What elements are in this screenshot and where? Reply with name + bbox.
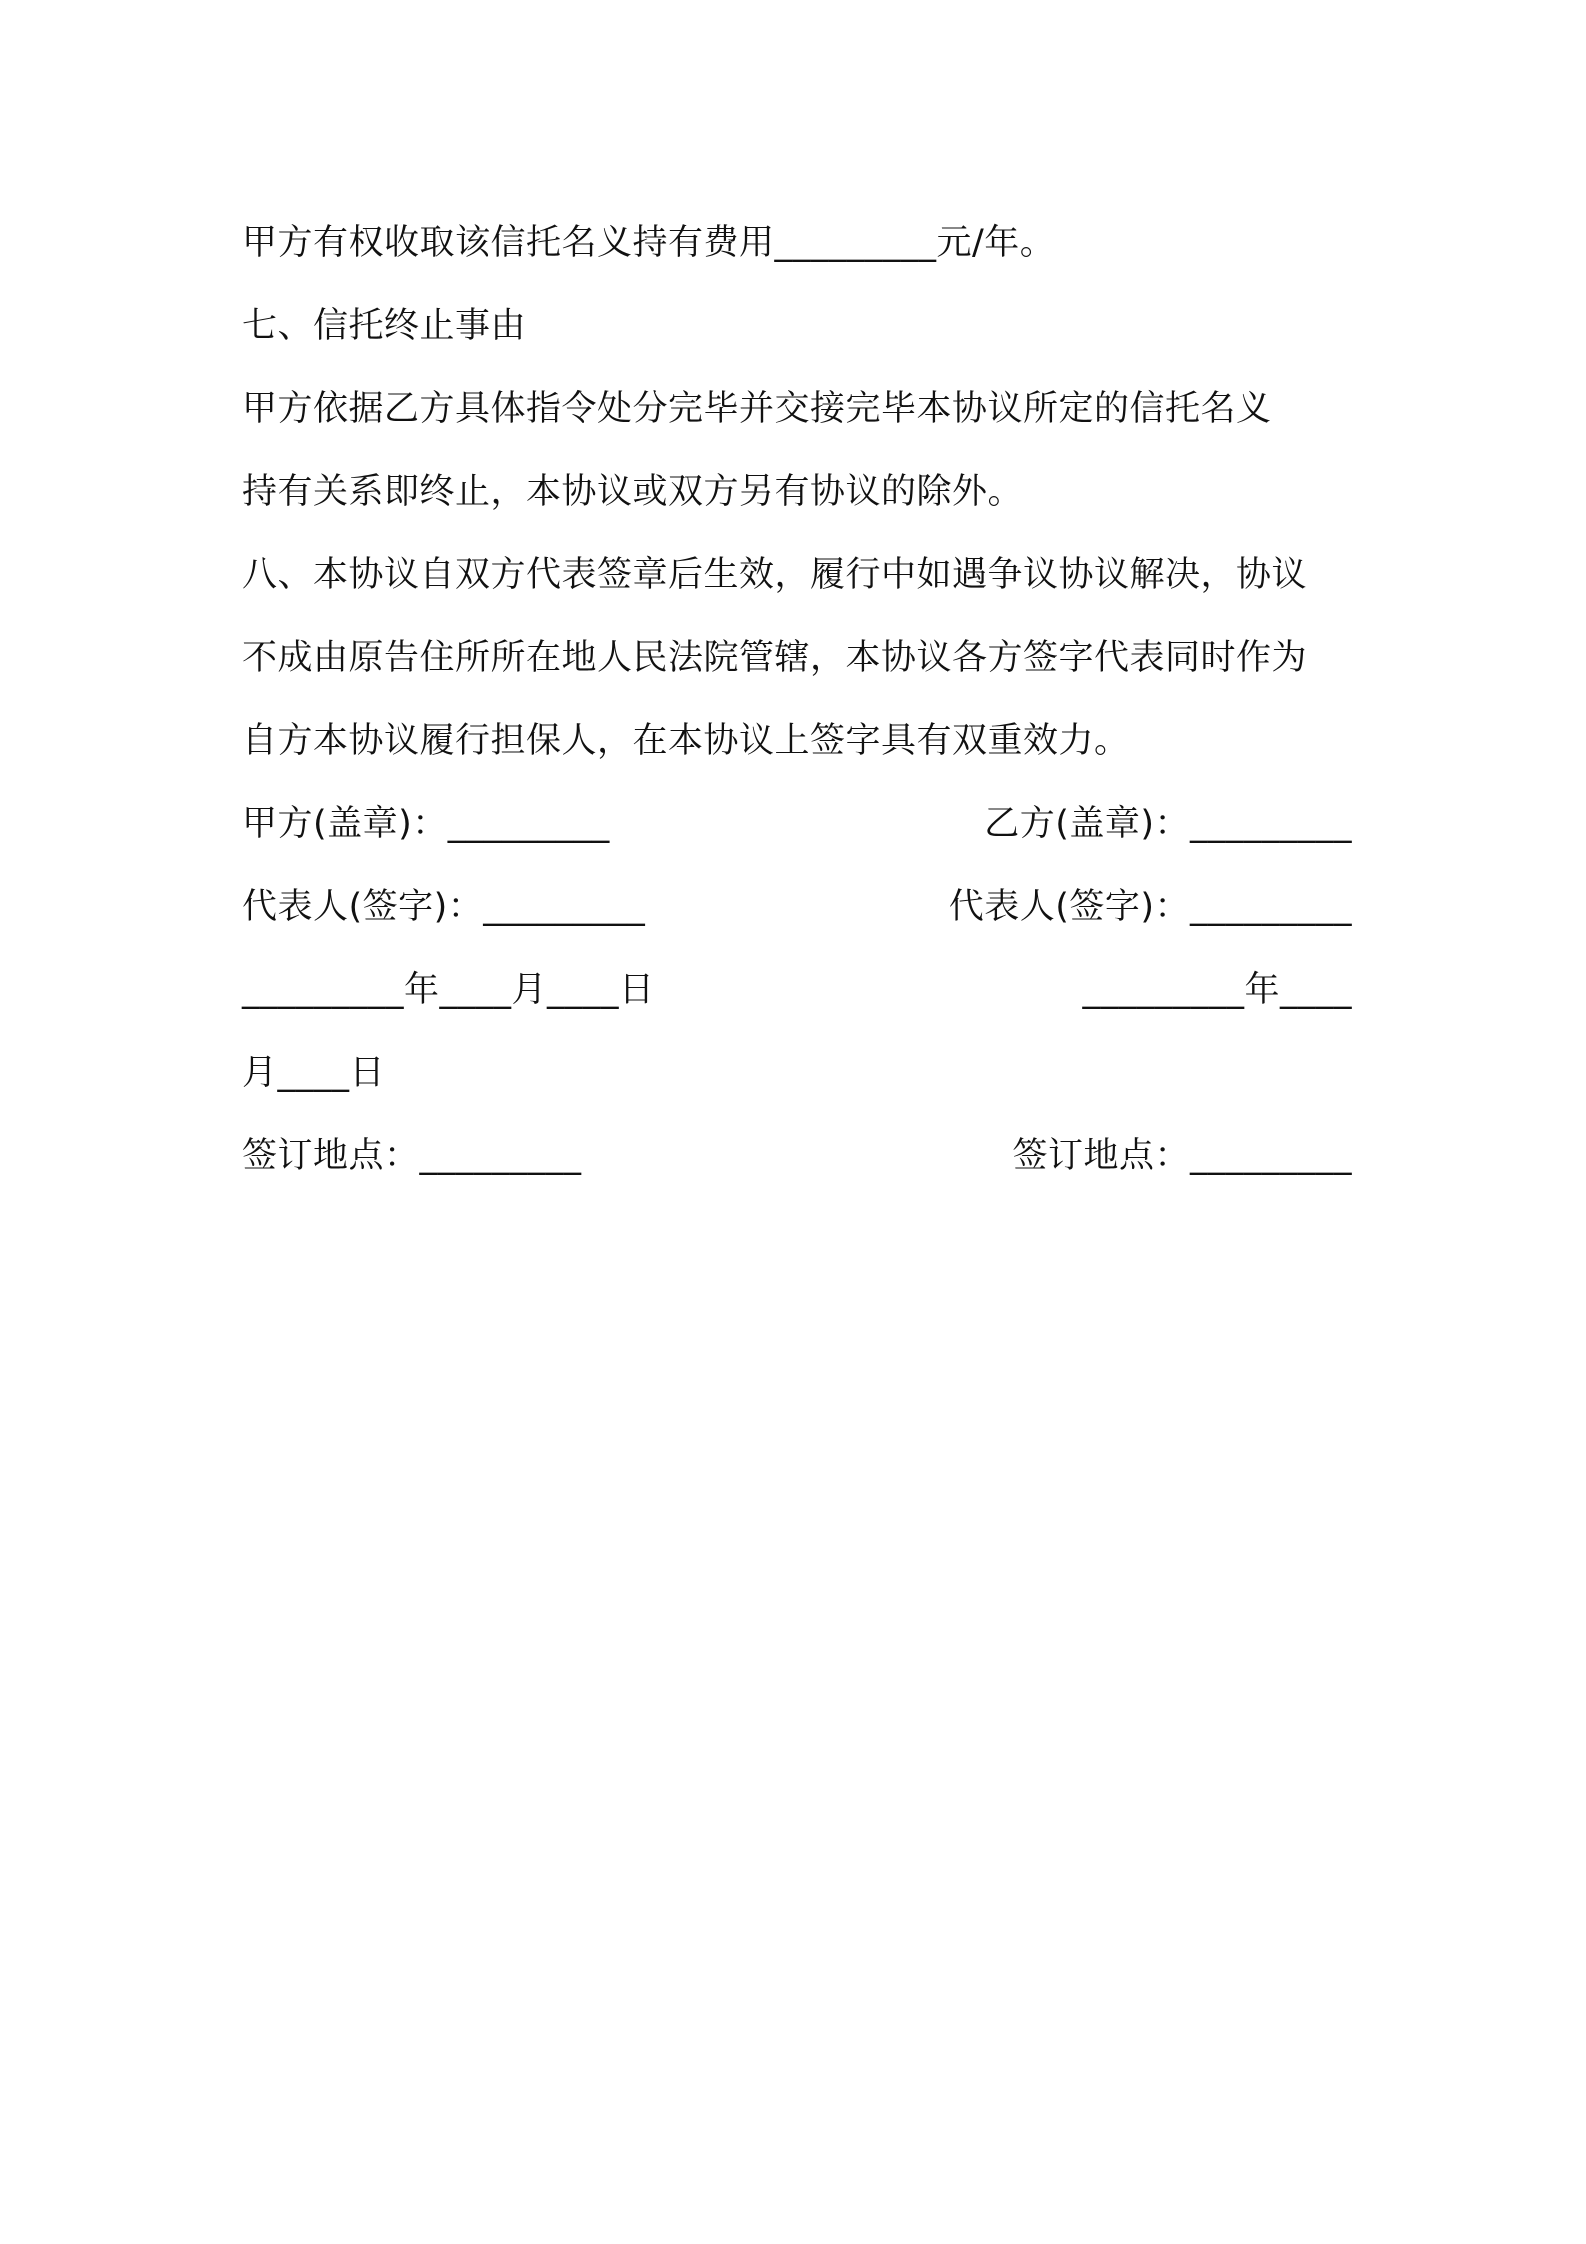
party-b-date-field-part2: 月____日 <box>242 1053 386 1093</box>
section-eight-line-2: 不成由原告住所所在地人民法院管辖，本协议各方签字代表同时作为 <box>242 638 1308 678</box>
seal-row <box>242 783 1352 866</box>
representative-row <box>242 866 1352 949</box>
section-seven-heading: 七、信托终止事由 <box>242 306 527 346</box>
date-row-continuation <box>242 1032 1352 1115</box>
party-b-place-field: 签订地点：_________ <box>1012 1136 1352 1176</box>
document-body <box>242 202 1352 1198</box>
party-a-date-field: _________年____月____日 <box>242 970 655 1010</box>
party-a-seal-field: 甲方(盖章)：_________ <box>242 804 610 844</box>
fee-clause-paragraph: 甲方有权收取该信托名义持有费用_________元/年。 <box>242 223 1056 263</box>
party-b-date-field-part1: _________年____ <box>1082 970 1352 1010</box>
place-row <box>242 1115 1352 1198</box>
termination-paragraph-line-2: 持有关系即终止，本协议或双方另有协议的除外。 <box>242 472 1024 512</box>
date-row <box>242 949 1352 1032</box>
party-b-seal-field: 乙方(盖章)：_________ <box>984 804 1352 844</box>
section-eight-line-3: 自方本协议履行担保人，在本协议上签字具有双重效力。 <box>242 721 1130 761</box>
party-a-representative-field: 代表人(签字)：_________ <box>242 887 646 927</box>
party-a-place-field: 签订地点：_________ <box>242 1136 582 1176</box>
section-eight-line-1: 八、本协议自双方代表签章后生效，履行中如遇争议协议解决，协议 <box>242 555 1308 595</box>
party-b-representative-field: 代表人(签字)：_________ <box>948 887 1352 927</box>
termination-paragraph-line-1: 甲方依据乙方具体指令处分完毕并交接完毕本协议所定的信托名义 <box>242 389 1272 429</box>
